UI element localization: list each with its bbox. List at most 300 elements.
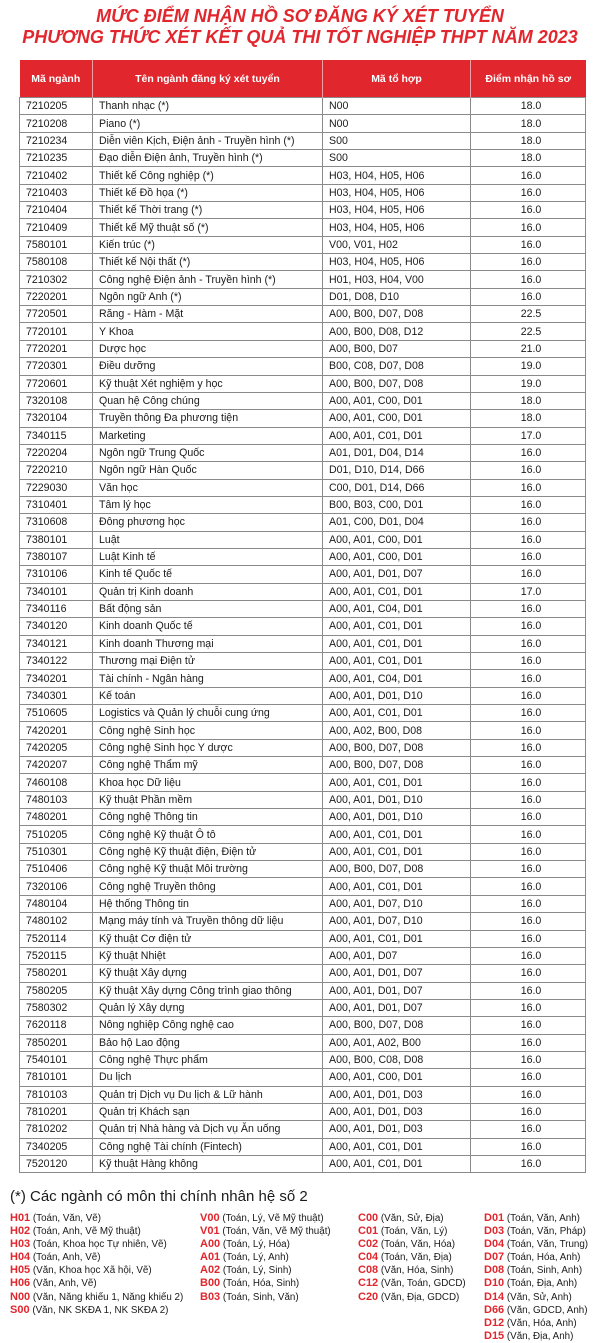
score-cell: 16.0 (471, 895, 586, 912)
subject-combination-cell: A00, A01, D01, D07 (323, 982, 471, 999)
score-cell: 16.0 (471, 826, 586, 843)
major-code-cell: 7540101 (20, 1051, 93, 1068)
legend-code: H05 (10, 1264, 31, 1277)
table-row (20, 167, 586, 184)
table-row (20, 913, 586, 930)
subject-combination-cell: B00, C08, D07, D08 (323, 358, 471, 375)
major-name-cell: Thiết kế Đồ họa (*) (93, 184, 323, 201)
legend-item (484, 1277, 588, 1290)
major-code-cell: 7380101 (20, 531, 93, 548)
major-name-cell: Kỹ thuật Nhiệt (93, 947, 323, 964)
legend-description: (Toán, Sinh, Anh) (506, 1265, 583, 1277)
major-code-cell: 7210205 (20, 98, 93, 115)
major-code-cell: 7340120 (20, 618, 93, 635)
legend-description: (Văn, Khoa học Xã hội, Vẽ) (32, 1265, 152, 1277)
legend-description: (Toán, Anh, Vẽ Mỹ thuật) (32, 1226, 141, 1238)
score-cell: 16.0 (471, 930, 586, 947)
legend-item (10, 1291, 183, 1304)
table-row (20, 462, 586, 479)
major-code-cell: 7580108 (20, 254, 93, 271)
major-name-cell: Luật (93, 531, 323, 548)
major-code-cell: 7810201 (20, 1103, 93, 1120)
score-cell: 16.0 (471, 843, 586, 860)
header-subject-combination: Mã tổ hợp (323, 60, 471, 98)
legend-description: (Văn, Hóa, Anh) (506, 1317, 577, 1329)
subject-combination-cell: A00, A01, C01, D01 (323, 843, 471, 860)
major-code-cell: 7510605 (20, 705, 93, 722)
major-code-cell: 7720601 (20, 375, 93, 392)
legend-item (358, 1277, 466, 1290)
subject-combination-cell: A00, A01, C01, D01 (323, 635, 471, 652)
score-cell: 18.0 (471, 392, 586, 409)
major-name-cell: Công nghệ Kỹ thuật Ô tô (93, 826, 323, 843)
major-name-cell: Công nghệ Thẩm mỹ (93, 757, 323, 774)
legend-code: D07 (484, 1251, 505, 1264)
major-name-cell: Y Khoa (93, 323, 323, 340)
legend-code: D08 (484, 1264, 505, 1277)
table-row (20, 1051, 586, 1068)
score-cell: 16.0 (471, 1086, 586, 1103)
table-row (20, 687, 586, 704)
score-cell: 16.0 (471, 635, 586, 652)
legend-code: V01 (200, 1225, 220, 1238)
legend-item (200, 1251, 331, 1264)
major-code-cell: 7340301 (20, 687, 93, 704)
major-code-cell: 7340101 (20, 583, 93, 600)
major-name-cell: Khoa học Dữ liệu (93, 774, 323, 791)
score-cell: 18.0 (471, 150, 586, 167)
major-name-cell: Bất động sản (93, 600, 323, 617)
legend-description: (Toán, Anh, Vẽ) (32, 1252, 101, 1264)
legend-description: (Toán, Lý, Vẽ Mỹ thuật) (222, 1213, 324, 1224)
subject-combination-cell: A00, A01, C01, D01 (323, 878, 471, 895)
subject-combination-cell: C00, D01, D14, D66 (323, 479, 471, 496)
major-code-cell: 7210404 (20, 202, 93, 219)
table-row (20, 705, 586, 722)
table-row (20, 1155, 586, 1172)
legend-description: (Toán, Khoa học Tự nhiên, Vẽ) (32, 1239, 167, 1251)
table-row (20, 340, 586, 357)
subject-combination-cell: A00, B00, D08, D12 (323, 323, 471, 340)
legend-item (200, 1264, 331, 1277)
legend-description: (Toán, Lý, Sinh) (222, 1265, 292, 1277)
major-code-cell: 7210235 (20, 150, 93, 167)
subject-combination-cell: A00, A01, C00, D01 (323, 392, 471, 409)
legend-description: (Toán, Văn, Anh) (506, 1213, 580, 1224)
major-name-cell: Công nghệ Tài chính (Fintech) (93, 1138, 323, 1155)
table-body (20, 98, 586, 1173)
major-code-cell: 7620118 (20, 1017, 93, 1034)
major-name-cell: Công nghệ Thông tin (93, 809, 323, 826)
legend-item (358, 1212, 466, 1225)
table-row (20, 895, 586, 912)
subject-combination-cell: A00, A01, A02, B00 (323, 1034, 471, 1051)
table-row (20, 1138, 586, 1155)
subject-combination-cell: A01, D01, D04, D14 (323, 444, 471, 461)
legend-description: (Toán, Văn, Trung) (506, 1239, 589, 1251)
table-row (20, 930, 586, 947)
score-cell: 16.0 (471, 479, 586, 496)
major-code-cell: 7210302 (20, 271, 93, 288)
major-name-cell: Truyền thông Đa phương tiện (93, 410, 323, 427)
major-code-cell: 7340122 (20, 653, 93, 670)
subject-combination-cell: A00, A01, C04, D01 (323, 600, 471, 617)
major-code-cell: 7520115 (20, 947, 93, 964)
legend-item (358, 1251, 466, 1264)
legend-description: (Toán, Lý, Anh) (222, 1252, 289, 1264)
major-name-cell: Ngôn ngữ Anh (*) (93, 288, 323, 305)
major-name-cell: Tài chính - Ngân hàng (93, 670, 323, 687)
score-cell: 16.0 (471, 722, 586, 739)
score-cell: 16.0 (471, 705, 586, 722)
major-code-cell: 7340115 (20, 427, 93, 444)
score-cell: 16.0 (471, 982, 586, 999)
table-row (20, 947, 586, 964)
major-code-cell: 7210234 (20, 132, 93, 149)
major-name-cell: Công nghệ Kỹ thuật điện, Điện tử (93, 843, 323, 860)
major-name-cell: Tâm lý học (93, 496, 323, 513)
score-cell: 16.0 (471, 566, 586, 583)
legend-item (10, 1277, 183, 1290)
legend-code: D03 (484, 1225, 505, 1238)
legend-description: (Toán, Văn, Vẽ) (32, 1213, 101, 1224)
table-row (20, 566, 586, 583)
major-code-cell: 7310106 (20, 566, 93, 583)
major-code-cell: 7480103 (20, 791, 93, 808)
score-cell: 16.0 (471, 514, 586, 531)
score-cell: 22.5 (471, 306, 586, 323)
table-row (20, 236, 586, 253)
table-row (20, 514, 586, 531)
major-code-cell: 7850201 (20, 1034, 93, 1051)
legend-item (484, 1225, 588, 1238)
major-code-cell: 7420207 (20, 757, 93, 774)
table-row (20, 1086, 586, 1103)
major-code-cell: 7420201 (20, 722, 93, 739)
major-name-cell: Thương mại Điện tử (93, 653, 323, 670)
legend-item (484, 1212, 588, 1225)
table-row (20, 531, 586, 548)
major-code-cell: 7510406 (20, 861, 93, 878)
major-name-cell: Logistics và Quản lý chuỗi cung ứng (93, 705, 323, 722)
score-cell: 18.0 (471, 98, 586, 115)
score-cell: 16.0 (471, 600, 586, 617)
legend-item (10, 1251, 183, 1264)
table-row (20, 358, 586, 375)
subject-combination-cell: A00, B00, D07, D08 (323, 757, 471, 774)
legend-code: H02 (10, 1225, 31, 1238)
table-row (20, 809, 586, 826)
legend-code: D01 (484, 1212, 505, 1224)
major-name-cell: Hệ thống Thông tin (93, 895, 323, 912)
legend-item (358, 1291, 466, 1304)
table-row (20, 861, 586, 878)
subject-combination-cell: N00 (323, 98, 471, 115)
subject-combination-cell: A00, B00, D07 (323, 340, 471, 357)
subject-combination-cell: S00 (323, 150, 471, 167)
major-code-cell: 7720301 (20, 358, 93, 375)
major-name-cell: Công nghệ Truyền thông (93, 878, 323, 895)
legend-description: (Toán, Lý, Hóa) (222, 1239, 290, 1251)
legend-description: (Toán, Văn, Hóa) (380, 1239, 455, 1251)
table-row (20, 1069, 586, 1086)
subject-combination-cell: H03, H04, H05, H06 (323, 254, 471, 271)
legend-code: D12 (484, 1316, 505, 1329)
table-row (20, 496, 586, 513)
legend-code: N00 (10, 1290, 31, 1303)
legend-code: C01 (358, 1225, 379, 1238)
subject-combination-cell: H01, H03, H04, V00 (323, 271, 471, 288)
table-row (20, 132, 586, 149)
subject-combination-cell: A00, A01, C01, D01 (323, 583, 471, 600)
legend-description: (Toán, Văn, Vẽ Mỹ thuật) (222, 1226, 331, 1238)
score-cell: 16.0 (471, 965, 586, 982)
score-cell: 16.0 (471, 548, 586, 565)
subject-combination-cell: D01, D08, D10 (323, 288, 471, 305)
legend-code: C04 (358, 1251, 379, 1264)
major-name-cell: Quản lý Xây dựng (93, 999, 323, 1016)
legend-item (200, 1212, 331, 1225)
score-cell: 16.0 (471, 444, 586, 461)
score-cell: 16.0 (471, 1155, 586, 1172)
score-cell: 16.0 (471, 687, 586, 704)
legend-description: (Văn, Anh, Vẽ) (32, 1278, 97, 1290)
table-row (20, 982, 586, 999)
major-code-cell: 7340121 (20, 635, 93, 652)
major-name-cell: Công nghệ Sinh học (93, 722, 323, 739)
legend-description: (Toán, Hóa, Sinh) (222, 1278, 300, 1290)
table-row (20, 254, 586, 271)
major-name-cell: Ngôn ngữ Trung Quốc (93, 444, 323, 461)
major-code-cell: 7310608 (20, 514, 93, 531)
legend-description: (Toán, Sinh, Văn) (222, 1291, 299, 1303)
major-code-cell: 7210409 (20, 219, 93, 236)
subject-combination-cell: A00, A01, C00, D01 (323, 410, 471, 427)
major-code-cell: 7810202 (20, 1121, 93, 1138)
major-code-cell: 7580302 (20, 999, 93, 1016)
legend-description: (Toán, Hóa, Anh) (506, 1252, 581, 1264)
table-row (20, 392, 586, 409)
major-name-cell: Kỹ thuật Phần mềm (93, 791, 323, 808)
subject-combination-cell: A00, B00, C08, D08 (323, 1051, 471, 1068)
score-cell: 19.0 (471, 375, 586, 392)
score-cell: 16.0 (471, 184, 586, 201)
score-cell: 21.0 (471, 340, 586, 357)
score-cell: 16.0 (471, 653, 586, 670)
score-cell: 16.0 (471, 861, 586, 878)
subject-combination-cell: A00, A01, D07, D10 (323, 895, 471, 912)
subject-combination-cell: N00 (323, 115, 471, 132)
major-code-cell: 7420205 (20, 739, 93, 756)
legend-column-2 (200, 1212, 331, 1304)
major-code-cell: 7340201 (20, 670, 93, 687)
table-row (20, 618, 586, 635)
subject-combination-cell: A00, A01, D01, D10 (323, 791, 471, 808)
major-name-cell: Quản trị Khách sạn (93, 1103, 323, 1120)
legend-item (358, 1225, 466, 1238)
subject-combination-cell: A00, A01, D01, D03 (323, 1086, 471, 1103)
score-cell: 18.0 (471, 132, 586, 149)
score-cell: 16.0 (471, 809, 586, 826)
major-code-cell: 7320104 (20, 410, 93, 427)
major-name-cell: Kỹ thuật Xây dựng Công trình giao thông (93, 982, 323, 999)
major-code-cell: 7320106 (20, 878, 93, 895)
major-name-cell: Du lịch (93, 1069, 323, 1086)
major-code-cell: 7210208 (20, 115, 93, 132)
score-cell: 16.0 (471, 618, 586, 635)
major-name-cell: Ngôn ngữ Hàn Quốc (93, 462, 323, 479)
subject-combination-cell: A00, A01, C01, D01 (323, 705, 471, 722)
table-row (20, 1034, 586, 1051)
major-name-cell: Kế toán (93, 687, 323, 704)
score-cell: 16.0 (471, 999, 586, 1016)
legend-code: D66 (484, 1303, 505, 1316)
major-name-cell: Thiết kế Thời trang (*) (93, 202, 323, 219)
legend-code: H01 (10, 1212, 31, 1224)
major-name-cell: Kỹ thuật Xây dựng (93, 965, 323, 982)
legend-item (484, 1264, 588, 1277)
subject-combination-cell: D01, D10, D14, D66 (323, 462, 471, 479)
major-name-cell: Marketing (93, 427, 323, 444)
legend-description: (Văn, Hóa, Sinh) (380, 1265, 454, 1277)
major-name-cell: Dược học (93, 340, 323, 357)
major-name-cell: Công nghệ Sinh học Y dược (93, 739, 323, 756)
major-name-cell: Kỹ thuật Cơ điện tử (93, 930, 323, 947)
table-row (20, 722, 586, 739)
legend-column-4 (484, 1212, 588, 1343)
score-cell: 18.0 (471, 410, 586, 427)
legend-item (358, 1238, 466, 1251)
table-row (20, 1103, 586, 1120)
table-row (20, 670, 586, 687)
major-code-cell: 7510205 (20, 826, 93, 843)
table-row (20, 323, 586, 340)
major-code-cell: 7480102 (20, 913, 93, 930)
major-name-cell: Thiết kế Nội thất (*) (93, 254, 323, 271)
major-name-cell: Đạo diễn Điện ảnh, Truyền hình (*) (93, 150, 323, 167)
table-row (20, 600, 586, 617)
footnote: (*) Các ngành có môn thi chính nhân hệ số 2 (10, 1188, 308, 1205)
table-row (20, 757, 586, 774)
subject-combination-cell: A00, A01, C04, D01 (323, 670, 471, 687)
table-row (20, 548, 586, 565)
legend-description: (Văn, Sử, Anh) (506, 1291, 572, 1303)
major-name-cell: Kiến trúc (*) (93, 236, 323, 253)
score-cell: 16.0 (471, 288, 586, 305)
score-cell: 16.0 (471, 167, 586, 184)
major-name-cell: Kỹ thuật Xét nghiệm y học (93, 375, 323, 392)
score-cell: 16.0 (471, 271, 586, 288)
legend-column-1 (10, 1212, 183, 1317)
table-row (20, 635, 586, 652)
legend-code: B03 (200, 1290, 221, 1303)
table-row (20, 444, 586, 461)
legend-code: A02 (200, 1264, 221, 1277)
major-name-cell: Đông phương học (93, 514, 323, 531)
legend-code: V00 (200, 1212, 220, 1224)
table-row (20, 288, 586, 305)
table-row (20, 774, 586, 791)
major-code-cell: 7580101 (20, 236, 93, 253)
table-row (20, 843, 586, 860)
major-name-cell: Kinh doanh Quốc tế (93, 618, 323, 635)
legend-description: (Văn, NK SKĐA 1, NK SKĐA 2) (32, 1304, 169, 1316)
legend-item (10, 1238, 183, 1251)
legend-code: H04 (10, 1251, 31, 1264)
score-cell: 16.0 (471, 739, 586, 756)
major-name-cell: Công nghệ Điện ảnh - Truyền hình (*) (93, 271, 323, 288)
major-code-cell: 7580201 (20, 965, 93, 982)
legend-item (484, 1304, 588, 1317)
header-minimum-score: Điểm nhận hồ sơ (471, 60, 586, 98)
score-cell: 17.0 (471, 583, 586, 600)
table-row (20, 583, 586, 600)
subject-combination-cell: H03, H04, H05, H06 (323, 202, 471, 219)
subject-combination-cell: H03, H04, H05, H06 (323, 219, 471, 236)
subject-combination-cell: H03, H04, H05, H06 (323, 167, 471, 184)
subject-combination-cell: A00, A01, D07, D10 (323, 913, 471, 930)
major-code-cell: 7229030 (20, 479, 93, 496)
major-name-cell: Kỹ thuật Hàng không (93, 1155, 323, 1172)
subject-combination-cell: A00, A01, C01, D01 (323, 826, 471, 843)
page-title-line-2: PHƯƠNG THỨC XÉT KẾT QUẢ THI TỐT NGHIỆP THPT NĂM 2023 (22, 27, 578, 47)
subject-combination-cell: A00, A01, C00, D01 (323, 531, 471, 548)
table-row (20, 202, 586, 219)
major-code-cell: 7310401 (20, 496, 93, 513)
major-code-cell: 7480201 (20, 809, 93, 826)
major-code-cell: 7210402 (20, 167, 93, 184)
major-name-cell: Công nghệ Thực phẩm (93, 1051, 323, 1068)
legend-description: (Văn, Địa, GDCD) (380, 1291, 460, 1303)
score-cell: 19.0 (471, 358, 586, 375)
header-major-name: Tên ngành đăng ký xét tuyển (93, 60, 323, 98)
table-header-row (20, 60, 586, 98)
admission-score-table (19, 60, 586, 1173)
subject-combination-cell: A00, A01, D01, D07 (323, 999, 471, 1016)
major-code-cell: 7480104 (20, 895, 93, 912)
table-row (20, 184, 586, 201)
score-cell: 16.0 (471, 878, 586, 895)
score-cell: 16.0 (471, 1051, 586, 1068)
legend-description: (Văn, GDCD, Anh) (506, 1304, 588, 1316)
legend-code: C02 (358, 1238, 379, 1251)
legend-code: S00 (10, 1303, 30, 1316)
subject-combination-cell: A00, A01, C00, D01 (323, 1069, 471, 1086)
legend-code: C20 (358, 1290, 379, 1303)
legend-column-3 (358, 1212, 466, 1304)
subject-combination-cell: A00, A01, D01, D10 (323, 809, 471, 826)
legend-code: C12 (358, 1277, 379, 1290)
legend-code: D15 (484, 1329, 505, 1342)
major-code-cell: 7810103 (20, 1086, 93, 1103)
table-row (20, 271, 586, 288)
score-cell: 16.0 (471, 219, 586, 236)
major-name-cell: Piano (*) (93, 115, 323, 132)
table-row (20, 375, 586, 392)
legend-item (358, 1264, 466, 1277)
table-row (20, 1121, 586, 1138)
table-row (20, 878, 586, 895)
major-name-cell: Điều dưỡng (93, 358, 323, 375)
legend-description: (Văn, Toán, GDCD) (380, 1278, 466, 1290)
score-cell: 16.0 (471, 531, 586, 548)
major-code-cell: 7520114 (20, 930, 93, 947)
score-cell: 16.0 (471, 774, 586, 791)
subject-combination-cell: A00, A01, D01, D10 (323, 687, 471, 704)
legend-description: (Toán, Văn, Pháp) (506, 1226, 586, 1238)
table-row (20, 1017, 586, 1034)
subject-combination-cell: V00, V01, H02 (323, 236, 471, 253)
